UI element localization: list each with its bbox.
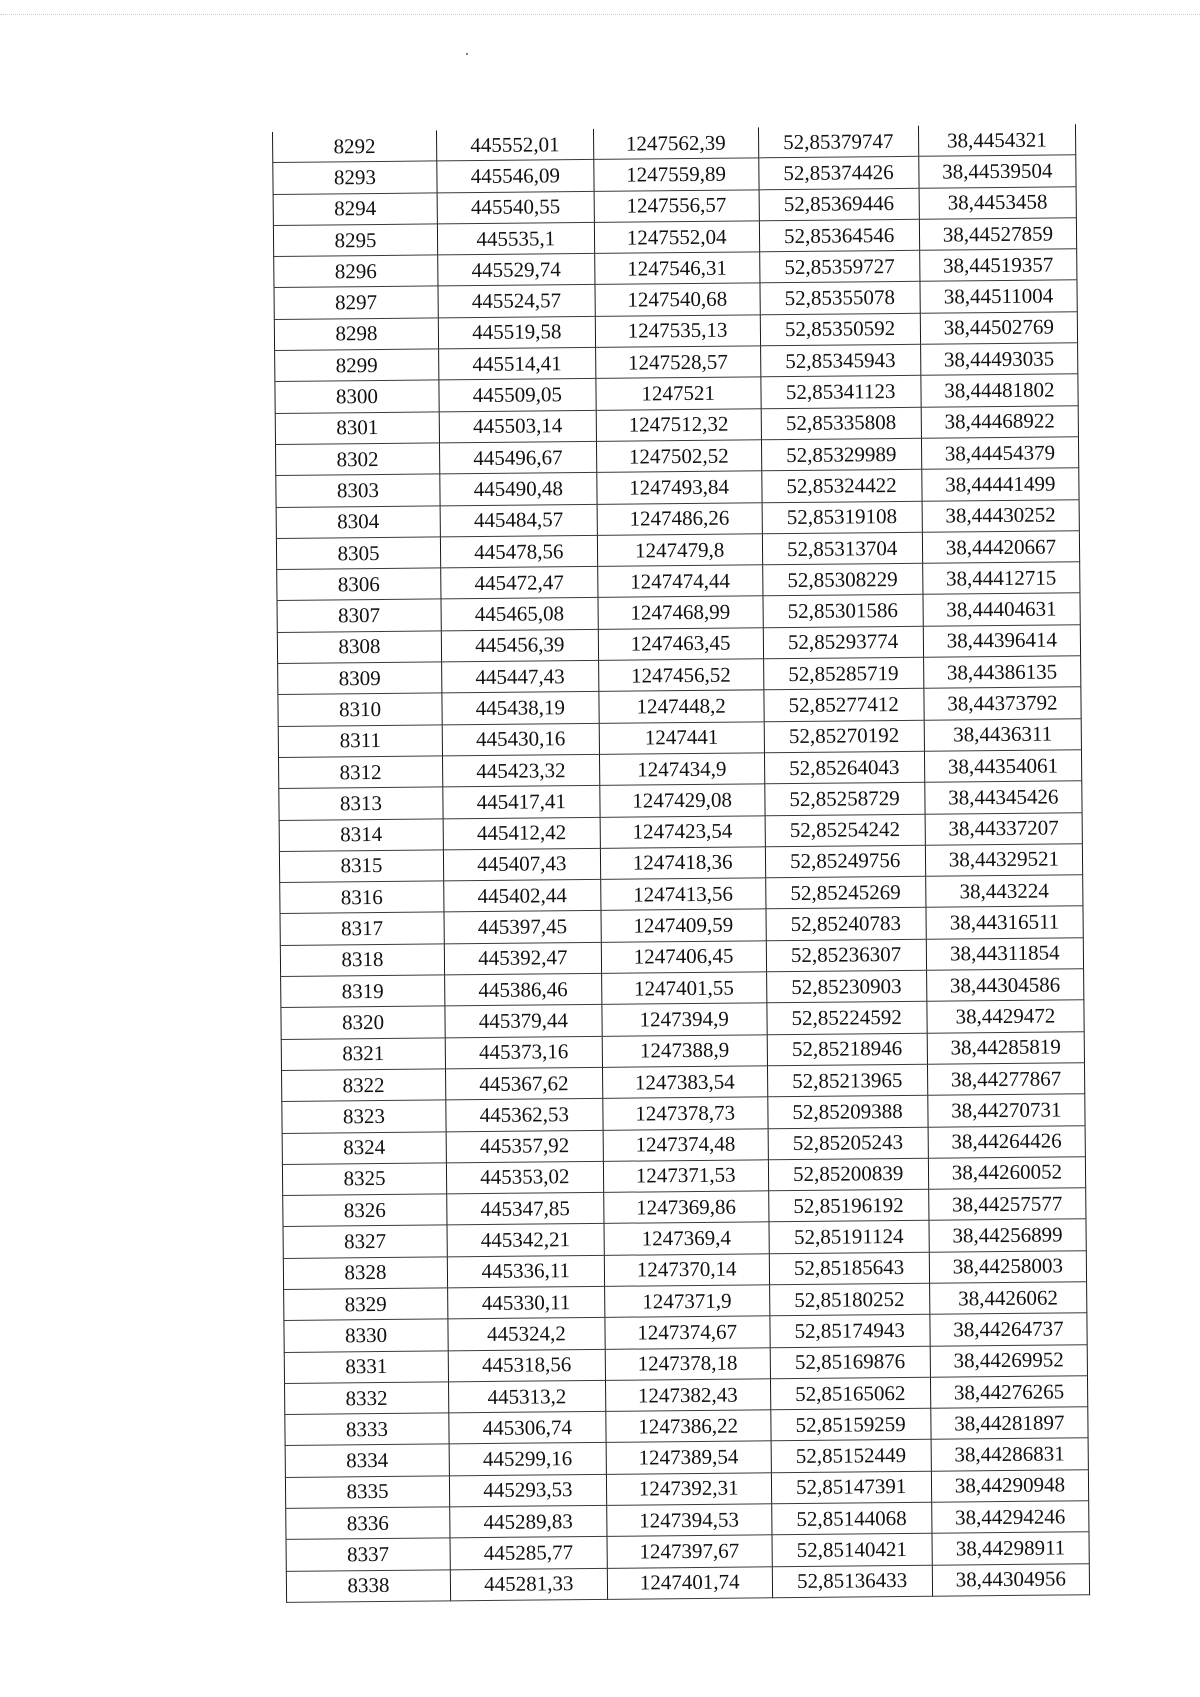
x-coordinate-cell: 445514,41 [438,347,595,380]
x-coordinate-cell: 445379,44 [445,1005,602,1038]
latitude-cell: 52,85319108 [762,501,922,534]
y-coordinate-cell: 1247378,18 [605,1347,770,1380]
longitude-cell: 38,44539504 [919,155,1077,188]
y-coordinate-cell: 1247369,4 [604,1222,769,1255]
point-number-cell: 8320 [281,1006,445,1039]
point-number-cell: 8332 [285,1382,449,1415]
latitude-cell: 52,85196192 [768,1189,928,1222]
y-coordinate-cell: 1247502,52 [596,440,761,473]
longitude-cell: 38,44316511 [926,906,1084,939]
point-number-cell: 8293 [273,161,437,194]
y-coordinate-cell: 1247474,44 [597,565,762,598]
latitude-cell: 52,85308229 [762,563,922,596]
latitude-cell: 52,85159259 [770,1408,930,1441]
x-coordinate-cell: 445336,11 [447,1255,604,1288]
longitude-cell: 38,44441499 [922,468,1080,501]
y-coordinate-cell: 1247512,32 [596,408,761,441]
point-number-cell: 8299 [275,349,439,382]
latitude-cell: 52,85277412 [764,689,924,722]
y-coordinate-cell: 1247448,2 [599,690,764,723]
point-number-cell: 8319 [281,975,445,1008]
longitude-cell: 38,44290948 [931,1469,1089,1502]
point-number-cell: 8316 [280,881,444,914]
latitude-cell: 52,85236307 [766,939,926,972]
x-coordinate-cell: 445293,53 [449,1474,606,1507]
y-coordinate-cell: 1247369,86 [603,1191,768,1224]
longitude-cell: 38,44404631 [923,593,1081,626]
table-row [286,1563,1089,1602]
y-coordinate-cell: 1247493,84 [597,471,762,504]
point-number-cell: 8307 [277,599,441,632]
point-number-cell: 8304 [276,505,440,538]
latitude-cell: 52,85249756 [765,845,925,878]
x-coordinate-cell: 445496,67 [439,441,596,474]
longitude-cell: 38,44481802 [921,374,1079,407]
latitude-cell: 52,85185643 [769,1252,929,1285]
x-coordinate-cell: 445373,16 [445,1036,602,1069]
latitude-cell: 52,85350592 [760,313,920,346]
latitude-cell: 52,85313704 [762,532,922,565]
latitude-cell: 52,85264043 [764,751,924,784]
point-number-cell: 8296 [274,255,438,288]
y-coordinate-cell: 1247521 [596,377,761,410]
latitude-cell: 52,85144068 [771,1502,931,1535]
latitude-cell: 52,85293774 [763,626,923,659]
latitude-cell: 52,85379747 [758,126,918,158]
x-coordinate-cell: 445484,57 [440,504,597,537]
y-coordinate-cell: 1247370,14 [604,1253,769,1286]
longitude-cell: 38,44260052 [928,1157,1086,1190]
latitude-cell: 52,85369446 [759,188,919,221]
point-number-cell: 8335 [285,1476,449,1509]
longitude-cell: 38,44329521 [925,844,1083,877]
y-coordinate-cell: 1247374,67 [605,1316,770,1349]
x-coordinate-cell: 445423,32 [442,754,599,787]
x-coordinate-cell: 445342,21 [447,1224,604,1257]
latitude-cell: 52,85364546 [759,219,919,252]
x-coordinate-cell: 445529,74 [438,254,595,287]
x-coordinate-cell: 445353,02 [446,1161,603,1194]
point-number-cell: 8294 [273,193,437,226]
x-coordinate-cell: 445438,19 [442,692,599,725]
longitude-cell: 38,44337207 [925,812,1083,845]
longitude-cell: 38,44264737 [930,1313,1088,1346]
longitude-cell: 38,44396414 [923,625,1081,658]
y-coordinate-cell: 1247389,54 [606,1441,771,1474]
latitude-cell: 52,85341123 [761,376,921,409]
point-number-cell: 8311 [278,725,442,758]
x-coordinate-cell: 445456,39 [441,629,598,662]
y-coordinate-cell: 1247423,54 [600,815,765,848]
latitude-cell: 52,85224592 [767,1002,927,1035]
y-coordinate-cell: 1247394,53 [606,1504,771,1537]
latitude-cell: 52,85136433 [772,1565,932,1598]
longitude-cell: 38,44493035 [920,343,1078,376]
x-coordinate-cell: 445367,62 [445,1067,602,1100]
y-coordinate-cell: 1247413,56 [600,878,765,911]
point-number-cell: 8309 [278,662,442,695]
x-coordinate-cell: 445552,01 [436,129,593,161]
y-coordinate-cell: 1247552,04 [594,221,759,254]
y-coordinate-cell: 1247559,89 [594,158,759,191]
point-number-cell: 8308 [277,631,441,664]
latitude-cell: 52,85301586 [763,595,923,628]
longitude-cell: 38,4454321 [918,124,1076,156]
point-number-cell: 8325 [282,1163,446,1196]
longitude-cell: 38,44311854 [926,937,1084,970]
y-coordinate-cell: 1247392,31 [606,1473,771,1506]
x-coordinate-cell: 445472,47 [441,567,598,600]
x-coordinate-cell: 445306,74 [449,1412,606,1445]
x-coordinate-cell: 445299,16 [449,1443,606,1476]
y-coordinate-cell: 1247441 [599,721,764,754]
longitude-cell: 38,44502769 [920,312,1078,345]
point-number-cell: 8301 [275,412,439,445]
latitude-cell: 52,85152449 [771,1440,931,1473]
y-coordinate-cell: 1247479,8 [597,534,762,567]
point-number-cell: 8330 [284,1319,448,1352]
longitude-cell: 38,44257577 [928,1188,1086,1221]
point-number-cell: 8321 [281,1037,445,1070]
y-coordinate-cell: 1247374,48 [603,1128,768,1161]
latitude-cell: 52,85213965 [767,1064,927,1097]
y-coordinate-cell: 1247371,9 [604,1285,769,1318]
latitude-cell: 52,85324422 [761,470,921,503]
y-coordinate-cell: 1247486,26 [597,502,762,535]
latitude-cell: 52,85374426 [758,157,918,190]
longitude-cell: 38,44276265 [930,1376,1088,1409]
point-number-cell: 8331 [284,1350,448,1383]
y-coordinate-cell: 1247528,57 [595,346,760,379]
latitude-cell: 52,85218946 [767,1033,927,1066]
latitude-cell: 52,85165062 [770,1377,930,1410]
point-number-cell: 8317 [280,912,444,945]
y-coordinate-cell: 1247394,9 [602,1003,767,1036]
point-number-cell: 8306 [277,568,441,601]
y-coordinate-cell: 1247371,53 [603,1160,768,1193]
coordinates-table-body [272,124,1089,1602]
x-coordinate-cell: 445347,85 [447,1192,604,1225]
y-coordinate-cell: 1247535,13 [595,315,760,348]
longitude-cell: 38,44258003 [929,1250,1087,1283]
point-number-cell: 8305 [276,537,440,570]
point-number-cell: 8324 [282,1131,446,1164]
y-coordinate-cell: 1247386,22 [606,1410,771,1443]
point-number-cell: 8318 [280,944,444,977]
longitude-cell: 38,44468922 [921,405,1079,438]
point-number-cell: 8312 [279,756,443,789]
y-coordinate-cell: 1247401,55 [601,972,766,1005]
scan-edge-line [0,14,1200,15]
longitude-cell: 38,44264426 [928,1125,1086,1158]
x-coordinate-cell: 445430,16 [442,723,599,756]
x-coordinate-cell: 445402,44 [444,880,601,913]
longitude-cell: 38,44354061 [924,750,1082,783]
longitude-cell: 38,44373792 [924,687,1082,720]
y-coordinate-cell: 1247378,73 [603,1097,768,1130]
latitude-cell: 52,85285719 [763,657,923,690]
x-coordinate-cell: 445289,83 [450,1505,607,1538]
latitude-cell: 52,85359727 [759,250,919,283]
x-coordinate-cell: 445397,45 [444,911,601,944]
point-number-cell: 8303 [276,474,440,507]
latitude-cell: 52,85345943 [760,344,920,377]
y-coordinate-cell: 1247397,67 [607,1535,772,1568]
point-number-cell: 8329 [284,1288,448,1321]
latitude-cell: 52,85191124 [769,1221,929,1254]
longitude-cell: 38,44298911 [932,1532,1090,1565]
x-coordinate-cell: 445465,08 [441,598,598,631]
latitude-cell: 52,85180252 [769,1283,929,1316]
point-number-cell: 8336 [286,1507,450,1540]
latitude-cell: 52,85205243 [768,1127,928,1160]
longitude-cell: 38,44281897 [931,1407,1089,1440]
latitude-cell: 52,85169876 [770,1346,930,1379]
y-coordinate-cell: 1247406,45 [601,941,766,974]
x-coordinate-cell: 445357,92 [446,1130,603,1163]
point-number-cell: 8298 [274,318,438,351]
x-coordinate-cell: 445313,2 [448,1380,605,1413]
point-number-cell: 8328 [283,1257,447,1290]
x-coordinate-cell: 445392,47 [444,942,601,975]
longitude-cell: 38,44285819 [927,1031,1085,1064]
x-coordinate-cell: 445285,77 [450,1537,607,1570]
longitude-cell: 38,4436311 [924,718,1082,751]
point-number-cell: 8315 [279,850,443,883]
x-coordinate-cell: 445478,56 [440,535,597,568]
x-coordinate-cell: 445540,55 [437,191,594,224]
x-coordinate-cell: 445281,33 [450,1568,607,1601]
point-number-cell: 8337 [286,1538,450,1571]
latitude-cell: 52,85245269 [765,876,925,909]
point-number-cell: 8314 [279,818,443,851]
point-number-cell: 8310 [278,693,442,726]
y-coordinate-cell: 1247463,45 [598,628,763,661]
y-coordinate-cell: 1247429,08 [600,784,765,817]
x-coordinate-cell: 445324,2 [448,1318,605,1351]
y-coordinate-cell: 1247409,59 [601,909,766,942]
longitude-cell: 38,44270731 [928,1094,1086,1127]
latitude-cell: 52,85254242 [765,814,925,847]
point-number-cell: 8300 [275,380,439,413]
x-coordinate-cell: 445412,42 [443,817,600,850]
x-coordinate-cell: 445546,09 [437,160,594,193]
longitude-cell: 38,44256899 [929,1219,1087,1252]
latitude-cell: 52,85329989 [761,438,921,471]
y-coordinate-cell: 1247418,36 [600,847,765,880]
y-coordinate-cell: 1247562,39 [593,127,758,159]
longitude-cell: 38,44527859 [919,218,1077,251]
longitude-cell: 38,443224 [925,875,1083,908]
y-coordinate-cell: 1247556,57 [594,189,759,222]
latitude-cell: 52,85209388 [767,1095,927,1128]
longitude-cell: 38,44304586 [926,969,1084,1002]
longitude-cell: 38,44286831 [931,1438,1089,1471]
x-coordinate-cell: 445490,48 [440,473,597,506]
latitude-cell: 52,85258729 [764,783,924,816]
x-coordinate-cell: 445519,58 [438,316,595,349]
coordinates-table [272,124,1090,1603]
latitude-cell: 52,85240783 [766,908,926,941]
point-number-cell: 8323 [282,1100,446,1133]
longitude-cell: 38,4429472 [927,1000,1085,1033]
y-coordinate-cell: 1247382,43 [605,1379,770,1412]
latitude-cell: 52,85147391 [771,1471,931,1504]
y-coordinate-cell: 1247388,9 [602,1034,767,1067]
longitude-cell: 38,44345426 [925,781,1083,814]
x-coordinate-cell: 445503,14 [439,410,596,443]
longitude-cell: 38,44412715 [922,562,1080,595]
x-coordinate-cell: 445524,57 [438,285,595,318]
longitude-cell: 38,4426062 [929,1282,1087,1315]
point-number-cell: 8295 [273,224,437,257]
y-coordinate-cell: 1247383,54 [602,1066,767,1099]
x-coordinate-cell: 445407,43 [443,848,600,881]
point-number-cell: 8313 [279,787,443,820]
longitude-cell: 38,44454379 [921,437,1079,470]
x-coordinate-cell: 445330,11 [448,1286,605,1319]
longitude-cell: 38,44420667 [922,531,1080,564]
latitude-cell: 52,85140421 [772,1534,932,1567]
x-coordinate-cell: 445386,46 [445,973,602,1006]
point-number-cell: 8327 [283,1225,447,1258]
longitude-cell: 38,44430252 [922,499,1080,532]
x-coordinate-cell: 445318,56 [448,1349,605,1382]
longitude-cell: 38,44304956 [932,1563,1090,1596]
y-coordinate-cell: 1247546,31 [594,252,759,285]
longitude-cell: 38,44386135 [923,656,1081,689]
point-number-cell: 8297 [274,286,438,319]
latitude-cell: 52,85270192 [764,720,924,753]
x-coordinate-cell: 445362,53 [446,1099,603,1132]
y-coordinate-cell: 1247540,68 [595,283,760,316]
latitude-cell: 52,85200839 [768,1158,928,1191]
longitude-cell: 38,44277867 [927,1063,1085,1096]
x-coordinate-cell: 445509,05 [439,379,596,412]
longitude-cell: 38,44294246 [931,1501,1089,1534]
longitude-cell: 38,44269952 [930,1344,1088,1377]
x-coordinate-cell: 445417,41 [443,786,600,819]
longitude-cell: 38,4453458 [919,186,1077,219]
point-number-cell: 8334 [285,1444,449,1477]
point-number-cell: 8326 [283,1194,447,1227]
point-number-cell: 8333 [285,1413,449,1446]
longitude-cell: 38,44519357 [919,249,1077,282]
latitude-cell: 52,85230903 [766,970,926,1003]
point-number-cell: 8302 [275,443,439,476]
point-number-cell: 8322 [282,1069,446,1102]
longitude-cell: 38,44511004 [920,280,1078,313]
y-coordinate-cell: 1247468,99 [598,596,763,629]
point-number-cell: 8292 [272,130,436,162]
point-number-cell: 8338 [286,1570,450,1603]
x-coordinate-cell: 445535,1 [437,222,594,255]
latitude-cell: 52,85355078 [760,282,920,315]
y-coordinate-cell: 1247456,52 [598,659,763,692]
latitude-cell: 52,85335808 [761,407,921,440]
y-coordinate-cell: 1247401,74 [607,1566,772,1599]
latitude-cell: 52,85174943 [770,1315,930,1348]
scan-speck [466,53,468,55]
y-coordinate-cell: 1247434,9 [599,753,764,786]
x-coordinate-cell: 445447,43 [442,660,599,693]
